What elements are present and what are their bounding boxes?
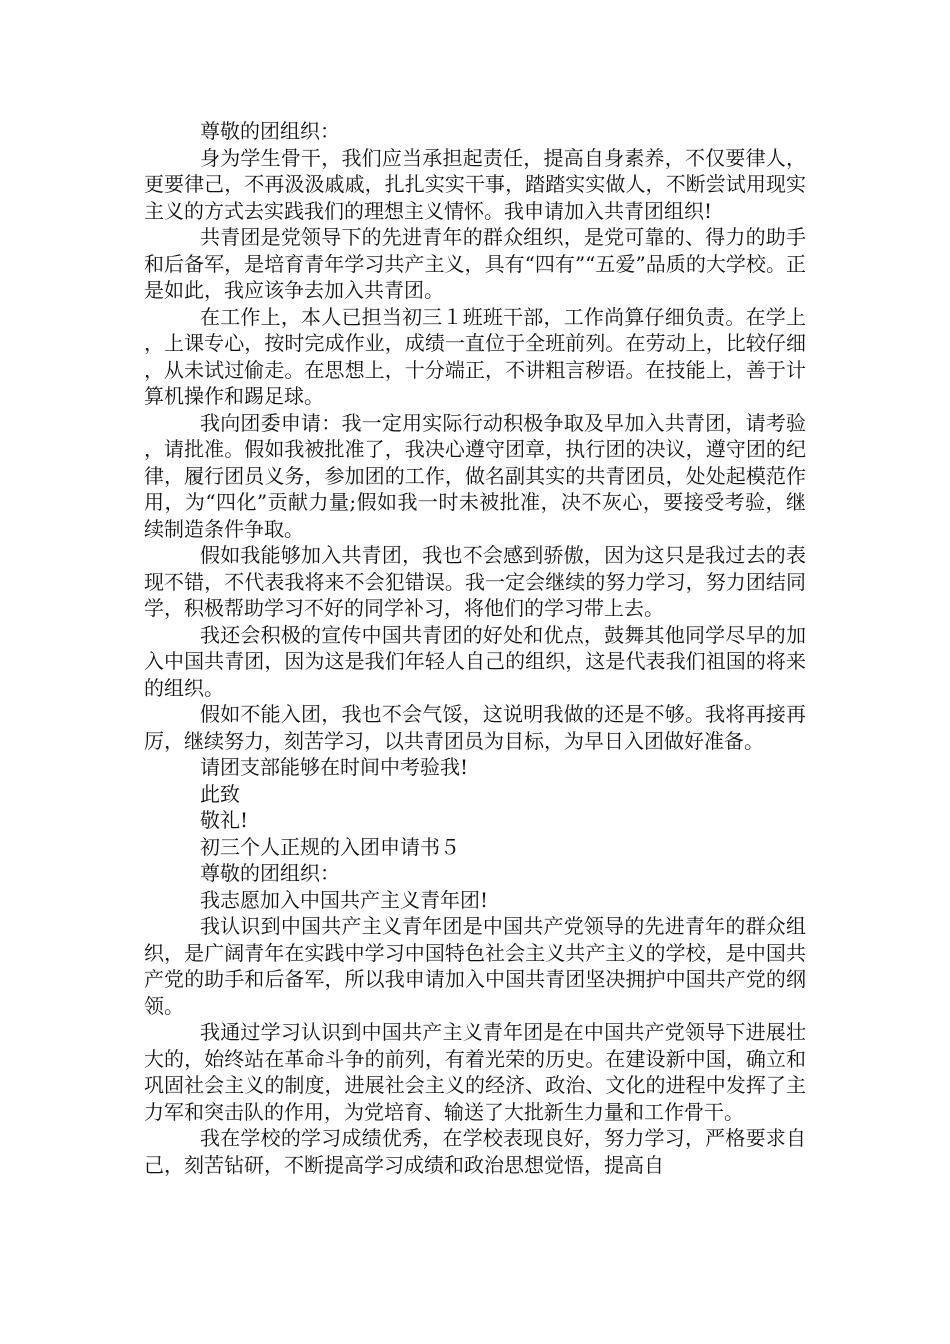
body-paragraph: 共青团是党领导下的先进青年的群众组织，是党可靠的、得力的助手和后备军，是培育青年学习共产主义，具有“四有”“五爱”品质的大学校。正是如此，我应该争去加入共青团。 [144, 225, 806, 302]
body-paragraph: 假如我能够加入共青团，我也不会感到骄傲，因为这只是我过去的表现不错，不代表我将来不会犯错误。我一定会继续的努力学习，努力团结同学，积极帮助学习不好的同学补习，将他们的学习带上去。 [144, 543, 806, 620]
body-paragraph: 我还会积极的宣传中国共青团的好处和优点，鼓舞其他同学尽早的加入中国共青团，因为这是我们年轻人自己的组织，这是代表我们祖国的将来的组织。 [144, 622, 806, 700]
body-paragraph: 假如不能入团，我也不会气馁，这说明我做的还是不够。我将再接再厉，继续努力，刻苦学习，以共青团员为目标，为早日入团做好准备。 [144, 702, 806, 753]
body-paragraph: 我向团委申请：我一定用实际行动积极争取及早加入共青团，请考验，请批准。假如我被批准了，我决心遵守团章，执行团的决议，遵守团的纪律，履行团员义务，参加团的工作，做名副其实的共青团员，处处起模范作用，为“四化”贡献力量;假如我一时未被批准，决不灰心，要接受考验，继续制造条件争取。 [144, 410, 806, 541]
body-paragraph: 我认识到中国共产主义青年团是中国共产党领导的先进青年的群众组织，是广阔青年在实践中学习中国特色社会主义共产主义的学校，是中国共产党的助手和后备军，所以我申请加入中国共青团坚决拥护中国共产党的纲领。 [144, 914, 806, 1018]
salutation: 尊敬的团组织： [200, 119, 340, 143]
body-paragraph: 身为学生骨干，我们应当承担起责任，提高自身素养，不仅要律人，更要律己，不再汲汲戚戚，扎扎实实干事，踏踏实实做人，不断尝试用现实主义的方式去实践我们的理想主义情怀。我申请加入共青团组织! [144, 145, 806, 223]
body-paragraph: 请团支部能够在时间中考验我! [200, 755, 469, 779]
salutation: 尊敬的团组织： [200, 861, 340, 885]
body-paragraph: 我通过学习认识到中国共产主义青年团是在中国共产党领导下进展壮大的，始终站在革命斗争的前列，有着光荣的历史。在建设新中国，确立和巩固社会主义的制度，进展社会主义的经济、政治、文化的进程中发挥了主力军和突击队的作用，为党培育、输送了大批新生力量和工作骨干。 [144, 1020, 806, 1124]
body-paragraph: 在工作上，本人已担当初三１班班干部，工作尚算仔细负责。在学上，上课专心，按时完成作业，成绩一直位于全班前列。在劳动上，比较仔细，从未试过偷走。在思想上，十分端正，不讲粗言秽语。在技能上，善于计算机操作和踢足球。 [144, 304, 806, 408]
closing-line: 敬礼! [200, 808, 249, 832]
body-paragraph: 我志愿加入中国共产主义青年团! [200, 887, 489, 912]
document-body [144, 118, 806, 1178]
closing-line: 此致 [200, 781, 240, 806]
section-title: 初三个人正规的入团申请书５ [200, 834, 460, 859]
body-paragraph: 我在学校的学习成绩优秀，在学校表现良好，努力学习，严格要求自己，刻苦钻研，不断提高学习成绩和政治思想觉悟，提高自 [144, 1126, 806, 1177]
